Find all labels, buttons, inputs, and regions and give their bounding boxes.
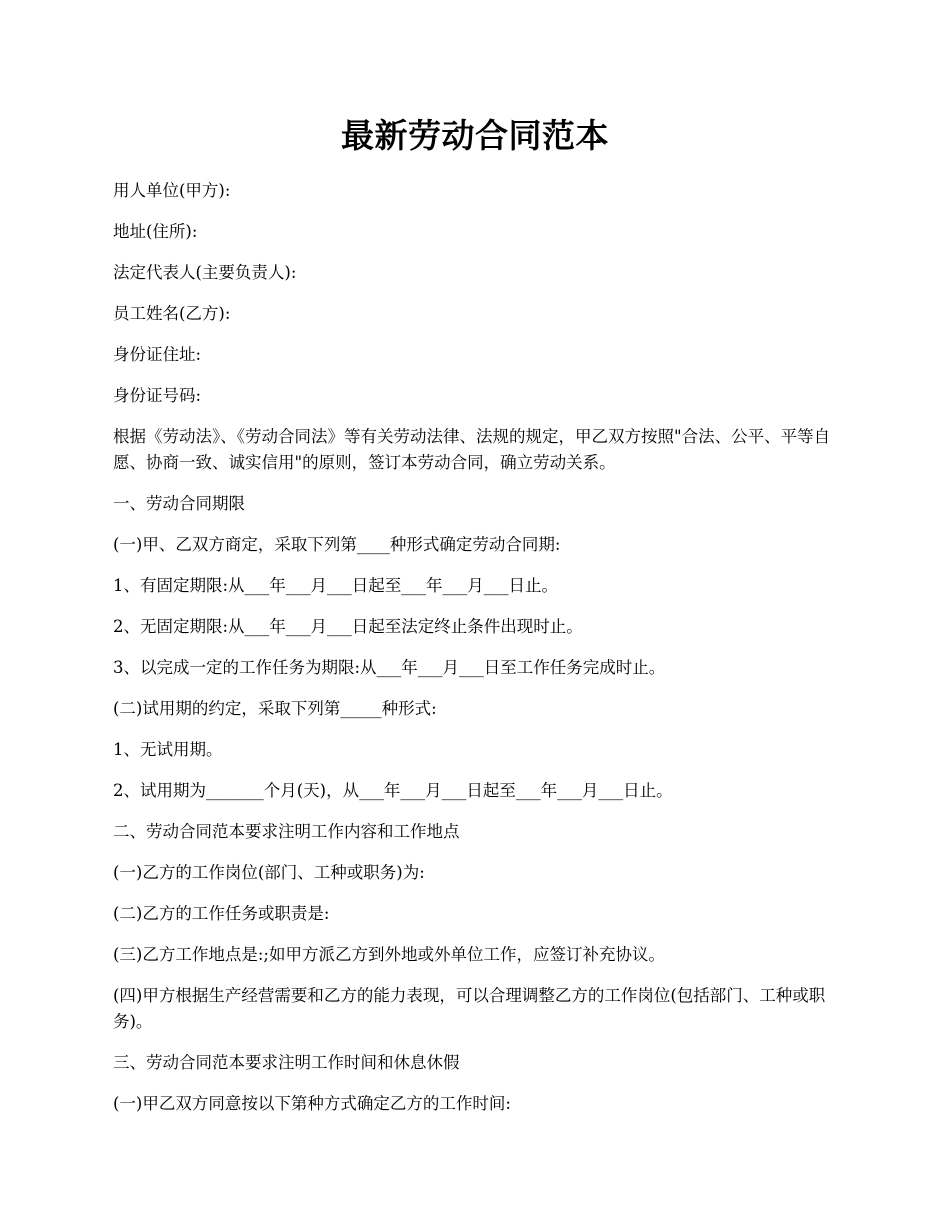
field-address: 地址(住所): xyxy=(113,222,198,241)
section-heading-contract-term: 一、劳动合同期限 xyxy=(113,494,245,513)
clause-task-term: 3、以完成一定的工作任务为期限:从___年___月___日至工作任务完成时止。 xyxy=(113,658,666,677)
clause-work-hours-method: (一)甲乙双方同意按以下第种方式确定乙方的工作时间: xyxy=(113,1094,511,1113)
field-employer: 用人单位(甲方): xyxy=(113,181,231,200)
clause-no-probation: 1、无试用期。 xyxy=(113,740,223,759)
clause-open-term: 2、无固定期限:从___年___月___日起至法定终止条件出现时止。 xyxy=(113,617,583,636)
document-body xyxy=(113,178,843,1132)
clause-work-location: (三)乙方工作地点是:;如甲方派乙方到外地或外单位工作，应签订补充协议。 xyxy=(113,945,665,964)
clause-job-duties: (二)乙方的工作任务或职责是: xyxy=(113,904,330,923)
field-legal-representative: 法定代表人(主要负责人): xyxy=(113,263,297,282)
section-heading-work-hours: 三、劳动合同范本要求注明工作时间和休息休假 xyxy=(113,1053,460,1072)
clause-fixed-term: 1、有固定期限:从___年___月___日起至___年___月___日止。 xyxy=(113,576,559,595)
clause-probation-form: (二)试用期的约定，采取下列第_____种形式: xyxy=(113,699,437,718)
clause-term-form: (一)甲、乙双方商定，采取下列第____种形式确定劳动合同期: xyxy=(113,535,561,554)
section-heading-work-content: 二、劳动合同范本要求注明工作内容和工作地点 xyxy=(113,822,460,841)
field-id-address: 身份证住址: xyxy=(113,345,202,364)
preamble-paragraph: 根据《劳动法》、《劳动合同法》等有关劳动法律、法规的规定，甲乙双方按照"合法、公平、平等自愿、协商一致、诚实信用"的原则，签订本劳动合同，确立劳动关系。 xyxy=(113,427,831,472)
clause-probation-period: 2、试用期为_______个月(天)，从___年___月___日起至___年___月___日止。 xyxy=(113,781,673,800)
clause-position-adjustment: (四)甲方根据生产经营需要和乙方的能力表现，可以合理调整乙方的工作岗位(包括部门、工种或职务)。 xyxy=(113,986,826,1031)
field-employee-name: 员工姓名(乙方): xyxy=(113,304,231,323)
field-id-number: 身份证号码: xyxy=(113,386,202,405)
clause-job-position: (一)乙方的工作岗位(部门、工种或职务)为: xyxy=(113,863,425,882)
document-title: 最新劳动合同范本 xyxy=(341,116,609,155)
